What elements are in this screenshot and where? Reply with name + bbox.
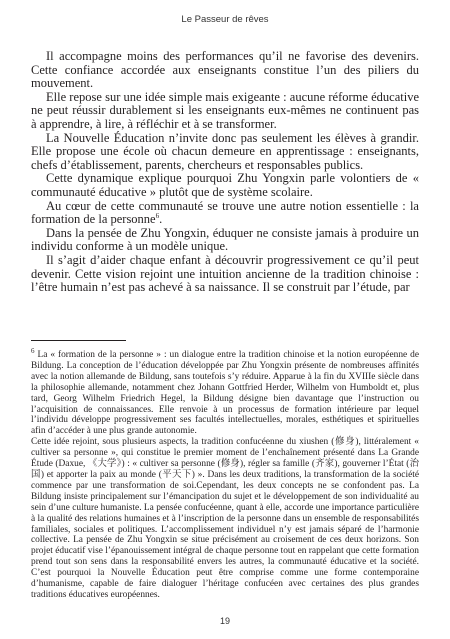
footnote-block [31,346,419,601]
footnote-paragraph-1 [31,346,419,437]
footnote-reference[interactable]: 6 [155,211,160,220]
page-number: 19 [219,616,230,626]
paragraph-6: Dans la pensée de Zhu Yongxin, éduquer ne consiste jamais à produire un individu conforme à un modèle unique. [31,225,419,254]
footnote-text-1: La « formation de la personne » : un dialogue entre la tradition chinoise et la notion européenne de Bildung. La conception de l’éducation développée par Zhu Yongxin présente de nombreuses affinités avec la notion allemande de Bildung, sans toutefois s’y réduire. Apparue à la fin du XVIIIe siècle dans la philosophie allemande, notamment chez Johann Gottfried Herder, Wilhelm von Humboldt et, plus tard, Georg Wilhelm Friedrich Hegel, la Bildung désigne bien davantage que l’instruction ou l’acquisition de connaissances. Elle renvoie à un processus de formation intérieure par lequel l’individu développe progressivement ses facultés intellectuelles, morales, esthétiques et spirituelles afin d’accéder à une plus grande autonomie. [31,350,419,437]
paragraph-5 [31,200,419,227]
main-text [31,50,419,295]
footnote-paragraph-2: Cette idée rejoint, sous plusieurs aspects, la tradition confucéenne du xiushen (修身), littéralement « cultiver sa personne », qui constitue le premier moment de l’enchaînement présenté dans La Grande Étude (Daxue, 《大学》) : « cultiver sa personne (修身), régler sa famille (齐家), gouverner l’État (治国) et apporter la paix au monde (平天下) ». Dans les deux traditions, la transformation de la société commence par une transformation de soi.Cependant, les deux concepts ne se confondent pas. La Bildung insiste principalement sur l’émancipation du sujet et le développement de son individualité au sein d’une culture humaniste. La pensée confucéenne, quant à elle, accorde une importance particulière à la qualité des relations humaines et à l’inscription de la personne dans un ensemble de responsabilités familiales, sociales et politiques. L’accomplissement individuel n’y est jamais séparé de l’harmonie collective. La pensée de Zhu Yongxin se situe précisément au croisement de ces deux horizons. Son projet éducatif vise l’épanouissement intégral de chaque personne tout en rappelant que cette formation prend tout son sens dans la responsabilité envers les autres, la communauté éducative et la société. C’est pourquoi la Nouvelle Éducation peut être comprise comme une forme contemporaine d’humanisme, capable de faire dialoguer l’héritage confucéen avec certaines des plus grandes traditions éducatives européennes. [31,437,419,600]
running-header: Le Passeur de rêves [181,14,269,25]
paragraph-3: La Nouvelle Éducation n’invite donc pas seulement les élèves à grandir. Elle propose une école où chacun demeure en apprentissage : enseignants, chefs d’établissement, parents, chercheurs et responsables publics. [31,130,419,172]
paragraph-2: Elle repose sur une idée simple mais exigeante : aucune réforme éducative ne peut réussir durablement si les enseignants eux-mêmes ne continuent pas à apprendre, à lire, à réfléchir et à se transformer. [31,89,419,131]
footnote-separator [31,340,126,341]
paragraph-4: Cette dynamique explique pourquoi Zhu Yongxin parle volontiers de « communauté éducative » plutôt que de système scolaire. [31,171,419,199]
paragraph-5-text: Au cœur de cette communauté se trouve une autre notion essentielle : la formation de la personne [31,198,419,227]
paragraph-5-end: . [159,212,163,227]
footnote-number: 6 [31,346,35,355]
paragraph-1: Il accompagne moins des performances qu’il ne favorise des devenirs. Cette confiance accordée aux enseignants constitue l’un des piliers du mouvement. [31,49,419,91]
paragraph-7: Il s’agit d’aider chaque enfant à découvrir progressivement ce qu’il peut devenir. Cette vision rejoint une intuition ancienne de la tradition chinoise : l’être humain n’est pas achevé à sa naissance. Il se construit par l’étude, par [31,252,419,295]
